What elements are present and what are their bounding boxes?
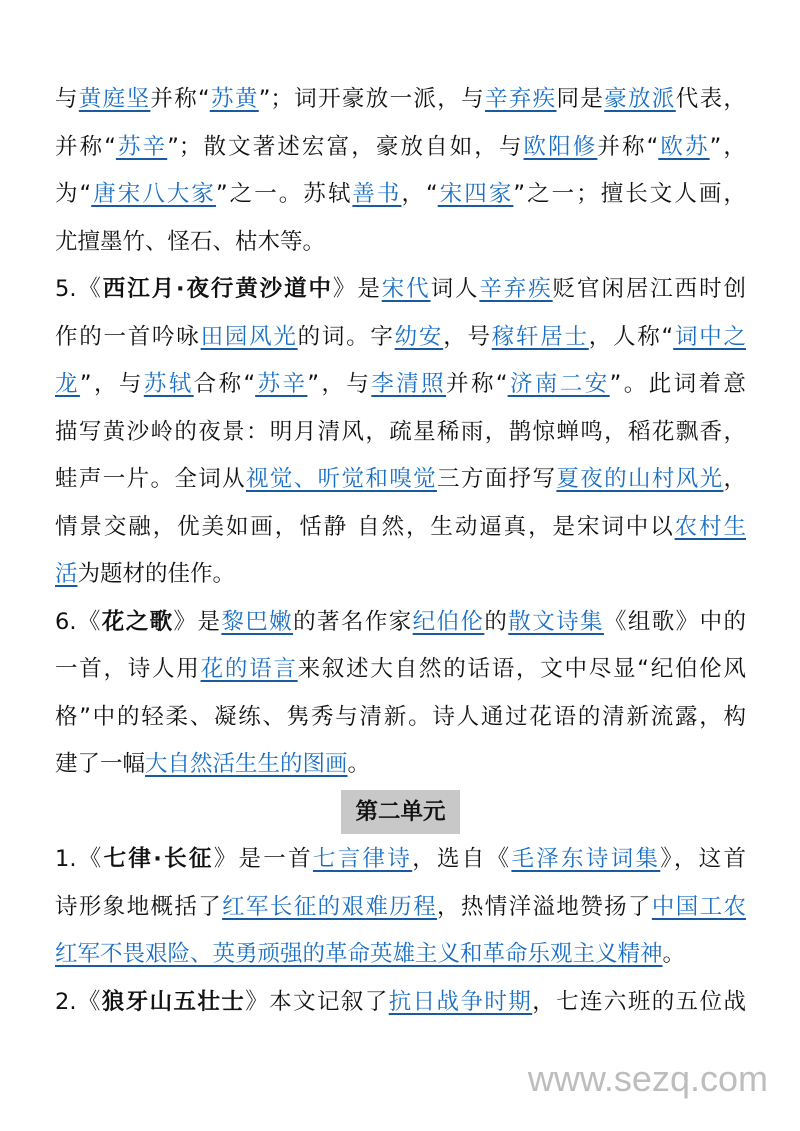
text: ”，与 — [307, 371, 372, 397]
keyword-link[interactable]: 视觉、听觉和嗅觉 — [245, 466, 437, 492]
text-line — [55, 694, 746, 742]
keyword-link[interactable]: 辛弃疾 — [484, 86, 557, 112]
keyword-link[interactable]: 词中之 — [673, 323, 746, 350]
text: ， — [723, 466, 746, 492]
text: 》是 — [332, 276, 382, 302]
keyword-link[interactable]: 宋四家 — [437, 181, 514, 207]
text-line — [55, 836, 746, 884]
text: 》是 — [173, 608, 222, 635]
text: 建了一幅 — [55, 751, 146, 777]
text: 描写黄沙岭的夜景：明月清风，疏星稀雨，鹊惊蝉鸣，稻花飘香， — [55, 418, 746, 445]
keyword-link[interactable]: 幼安 — [394, 323, 444, 350]
text: 》，这首 — [660, 846, 746, 872]
keyword-link[interactable]: 欧苏 — [658, 133, 710, 160]
text: ”， — [709, 133, 746, 160]
text-line — [55, 409, 746, 457]
text: 情景交融，优美如画，恬静 自然，生动逼真，是宋词中以 — [55, 513, 675, 540]
text-line — [55, 361, 746, 409]
text: 尤擅墨竹、怪石、枯木等。 — [55, 228, 326, 255]
keyword-link[interactable]: 七言律诗 — [312, 846, 413, 872]
watermark: www.sezq.com — [527, 1058, 768, 1099]
text: 与 — [55, 86, 79, 112]
document-body — [55, 76, 746, 1026]
keyword-link[interactable]: 稼轩居士 — [491, 323, 589, 350]
text-line — [55, 456, 746, 504]
text: 代表， — [675, 86, 746, 112]
text: 1.《 — [55, 846, 104, 872]
text: 作的一首吟咏 — [55, 323, 201, 350]
section-heading-line — [55, 789, 746, 837]
text: ”之一；擅长文人画， — [513, 181, 746, 207]
keyword-link[interactable]: 黎巴嫩 — [221, 608, 294, 635]
text-line — [55, 219, 746, 267]
text: 6.《 — [55, 608, 102, 635]
text: 的 — [484, 608, 509, 635]
text: 合称“ — [193, 371, 256, 397]
text: ”，与 — [79, 371, 144, 397]
keyword-link[interactable]: 唐宋八大家 — [91, 181, 216, 207]
text: 。 — [662, 941, 686, 967]
text: 》本文记叙了 — [245, 988, 389, 1015]
text: 蛙声一片。全词从 — [55, 466, 246, 492]
keyword-link[interactable]: 毛泽东诗词集 — [511, 846, 661, 872]
text: 第二单元 — [355, 798, 446, 825]
text: 同是 — [556, 86, 605, 112]
keyword-link[interactable]: 苏辛 — [115, 133, 168, 160]
text: ，热情洋溢地赞扬了 — [436, 893, 652, 920]
text: 为题材的佳作。 — [77, 561, 236, 587]
text-line — [55, 551, 746, 599]
text: 格”中的轻柔、凝练、隽秀与清新。诗人通过花语的清新流露，构 — [55, 703, 746, 730]
text: ”；散文著述宏富，豪放自如，与 — [167, 133, 524, 160]
text: ”；词开豪放一派，与 — [258, 86, 485, 112]
text-line — [55, 266, 746, 314]
text: ，人称“ — [588, 323, 674, 350]
text-line — [55, 171, 746, 219]
text: 《组歌》中的 — [603, 608, 746, 635]
text: 诗形象地概括了 — [55, 893, 223, 920]
title-text: 七律·长征 — [103, 846, 214, 872]
text-line — [55, 931, 746, 979]
text: 2.《 — [55, 988, 102, 1015]
text-line — [55, 979, 746, 1027]
text-line — [55, 741, 746, 789]
text: 三方面抒写 — [436, 466, 557, 492]
title-text: 狼牙山五壮士 — [101, 988, 246, 1015]
text-line — [55, 124, 746, 172]
text: 》是一首 — [213, 846, 313, 872]
keyword-link[interactable]: 龙 — [55, 371, 80, 397]
text-line — [55, 314, 746, 362]
title-text: 花之歌 — [101, 608, 174, 635]
text: 一首，诗人用 — [55, 656, 201, 682]
keyword-link[interactable]: 散文诗集 — [508, 608, 604, 635]
keyword-link[interactable]: 济南二安 — [507, 371, 610, 397]
text: 并称“ — [55, 133, 116, 160]
title-text: 西江月·夜行黄沙道中 — [102, 276, 333, 302]
text: 并称“ — [446, 371, 508, 397]
text: 并称“ — [597, 133, 659, 160]
keyword-link[interactable]: 抗日战争时期 — [388, 988, 533, 1015]
text-line — [55, 76, 746, 124]
keyword-link[interactable]: 纪伯伦 — [412, 608, 485, 635]
keyword-link[interactable]: 花的语言 — [200, 656, 298, 682]
keyword-link[interactable]: 农村生 — [674, 513, 746, 540]
text: ，“ — [401, 181, 438, 207]
text: ”。此词着意 — [609, 371, 746, 397]
keyword-link[interactable]: 李清照 — [371, 371, 447, 397]
keyword-link[interactable]: 善书 — [352, 181, 402, 207]
keyword-link[interactable]: 黄庭坚 — [78, 86, 151, 112]
text: ”之一。苏轼 — [215, 181, 353, 207]
text: 贬官闲居江西时创 — [552, 276, 746, 302]
text: 5.《 — [55, 276, 103, 302]
keyword-link[interactable]: 夏夜的山村风光 — [556, 466, 724, 492]
keyword-link[interactable]: 豪放派 — [604, 86, 676, 112]
text: 词人 — [430, 276, 480, 302]
text-line — [55, 646, 746, 694]
keyword-link[interactable]: 苏轼 — [143, 371, 194, 397]
keyword-link[interactable]: 活 — [55, 561, 78, 587]
text: 为“ — [55, 181, 92, 207]
section-heading — [341, 790, 459, 834]
text-line — [55, 504, 746, 552]
keyword-link[interactable]: 宋代 — [381, 276, 431, 302]
keyword-link[interactable]: 红军不畏艰险、英勇顽强的革命英雄主义和革命乐观主义精神 — [55, 941, 663, 967]
text: 的词。字 — [297, 323, 395, 350]
keyword-link[interactable]: 苏辛 — [255, 371, 308, 397]
text: ，七连六班的五位战 — [532, 988, 746, 1015]
text-line — [55, 884, 746, 932]
text: 来叙述大自然的话语，文中尽显“纪伯伦风 — [297, 656, 746, 682]
text-line — [55, 599, 746, 647]
keyword-link[interactable]: 红军长征的艰难历程 — [222, 893, 437, 920]
text: 。 — [347, 751, 371, 777]
keyword-link[interactable]: 苏黄 — [209, 86, 259, 112]
text: ，号 — [443, 323, 492, 350]
text: 的著名作家 — [293, 608, 413, 635]
keyword-link[interactable]: 辛弃疾 — [479, 276, 553, 302]
keyword-link[interactable]: 中国工农 — [651, 893, 746, 920]
text: ，选自《 — [412, 846, 512, 872]
keyword-link[interactable]: 田园风光 — [200, 323, 298, 350]
text: 并称“ — [150, 86, 210, 112]
keyword-link[interactable]: 欧阳修 — [523, 133, 598, 160]
keyword-link[interactable]: 大自然活生生的图画 — [145, 751, 348, 777]
